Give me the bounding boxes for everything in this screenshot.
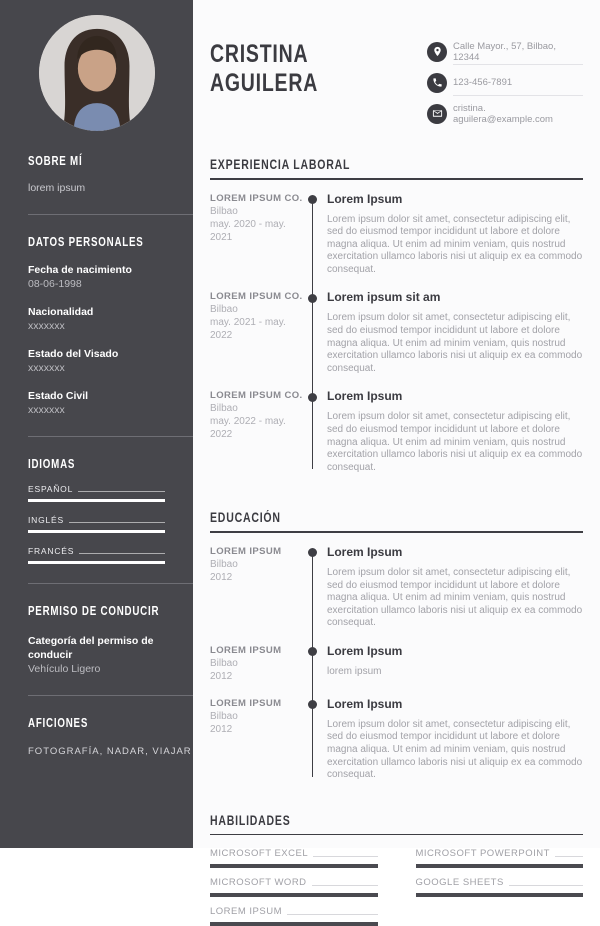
education-entry (210, 697, 583, 782)
education-entries (210, 545, 583, 782)
skill-baseline (287, 914, 377, 915)
language-baseline (78, 491, 165, 492)
phone-icon (427, 73, 447, 93)
entry-description: lorem ipsum (327, 665, 382, 677)
entry-dates: 2012 (210, 723, 233, 735)
field-label: Estado Civil (28, 390, 89, 402)
sidebar-divider (28, 436, 193, 437)
personal-section-title: DATOS PERSONALES (28, 235, 144, 249)
entry-city: Bilbao (210, 657, 238, 669)
skills-section-title: HABILIDADES (210, 812, 291, 828)
experience-section (210, 157, 583, 474)
contact-row-address (427, 41, 583, 62)
timeline-dot-icon (308, 294, 317, 303)
field-value: xxxxxxx (28, 320, 65, 332)
section-rule (210, 834, 583, 836)
education-entry (210, 644, 583, 683)
skill-label: MICROSOFT EXCEL (210, 848, 309, 860)
skill-item (210, 877, 378, 897)
section-rule (210, 178, 583, 180)
language-item (28, 546, 165, 564)
timeline-dot-icon (308, 647, 317, 656)
contact-separator (453, 64, 583, 65)
entry-city: Bilbao (210, 558, 238, 570)
personal-field (28, 389, 193, 417)
entry-city: Bilbao (210, 304, 238, 316)
entry-city: Bilbao (210, 403, 238, 415)
skills-section (210, 813, 583, 926)
languages-section-title: IDIOMAS (28, 457, 76, 471)
skill-label: MICROSOFT WORD (210, 877, 307, 889)
phone-text: 123-456-7891 (453, 77, 513, 88)
entry-company: LOREM IPSUM CO. (210, 390, 303, 402)
driving-field (28, 634, 193, 676)
entry-role-title: Lorem Ipsum (327, 389, 403, 404)
personal-field (28, 305, 193, 333)
entry-company: LOREM IPSUM CO. (210, 192, 303, 204)
entry-company: LOREM IPSUM CO. (210, 291, 303, 303)
location-pin-icon (427, 42, 447, 62)
entry-description: Lorem ipsum dolor sit amet, consectetur adipiscing elit, sed do eiusmod tempor incididunt ut labore et dolore magna aliqua. Ut enim ad minim veniam, quis nostrud exercitation ullamco laboris nisi ut aliquip ex ea commodo consequat. (327, 566, 583, 629)
language-baseline (69, 522, 165, 523)
language-label: INGLÉS (28, 515, 64, 525)
driving-license-section (0, 604, 193, 696)
entry-dates: 2012 (210, 571, 233, 583)
language-label: FRANCÉS (28, 546, 75, 556)
entry-city: Bilbao (210, 710, 238, 722)
timeline-dot-icon (308, 195, 317, 204)
entry-school: LOREM IPSUM (210, 545, 282, 557)
sidebar-divider (28, 583, 193, 584)
entry-description: Lorem ipsum dolor sit amet, consectetur adipiscing elit, sed do eiusmod tempor incididunt ut labore et dolore magna aliqua. Ut enim ad minim veniam, quis nostrud exercitation ullamco laboris nisi ut aliquip ex ea commodo consequat. (327, 213, 583, 275)
skill-label: MICROSOFT POWERPOINT (415, 848, 550, 860)
entry-dates: may. 2021 - may. 2022 (210, 317, 286, 342)
skill-level-bar (210, 922, 378, 926)
hobbies-text: FOTOGRAFÍA, NADAR, VIAJAR (28, 746, 192, 757)
skill-level-bar (416, 893, 584, 897)
personal-field (28, 347, 193, 375)
field-value: Vehículo Ligero (28, 663, 101, 675)
field-value: 08-06-1998 (28, 278, 82, 290)
sidebar-divider (28, 214, 193, 215)
skill-baseline (555, 856, 583, 857)
about-text: lorem ipsum (28, 182, 86, 194)
entry-role-title: Lorem Ipsum (327, 191, 403, 206)
experience-entry (210, 389, 583, 474)
entry-description: Lorem ipsum dolor sit amet, consectetur adipiscing elit, sed do eiusmod tempor incididunt ut labore et dolore magna aliqua. Ut enim ad minim veniam, quis nostrud exercitation ullamco laboris nisi ut aliquip ex ea commodo consequat. (327, 312, 583, 374)
skill-item (210, 848, 378, 868)
contact-separator (453, 95, 583, 96)
driving-section-title: PERMISO DE CONDUCIR (28, 604, 160, 618)
field-value: xxxxxxx (28, 404, 65, 416)
skill-baseline (312, 885, 378, 886)
contact-row-phone (427, 72, 583, 93)
skill-baseline (509, 885, 583, 886)
entry-city: Bilbao (210, 205, 238, 217)
timeline-dot-icon (308, 700, 317, 709)
header (210, 40, 583, 124)
entry-school: LOREM IPSUM (210, 644, 282, 656)
education-section-title: EDUCACIÓN (210, 510, 281, 526)
experience-section-title: EXPERIENCIA LABORAL (210, 157, 351, 172)
about-section-title: SOBRE MÍ (28, 154, 83, 168)
entry-degree-title: Lorem Ipsum (327, 643, 403, 658)
language-level-bar (28, 530, 165, 534)
education-entry (210, 545, 583, 630)
entry-description: Lorem ipsum dolor sit amet, consectetur adipiscing elit, sed do eiusmod tempor incididunt ut labore et dolore magna aliqua. Ut enim ad minim veniam, quis nostrud exercitation ullamco laboris nisi ut aliquip ex ea commodo consequat. (327, 411, 583, 473)
entry-dates: 2012 (210, 670, 233, 682)
timeline-dot-icon (308, 393, 317, 402)
hobbies-section-title: AFICIONES (28, 716, 89, 730)
education-section (210, 510, 583, 781)
entry-dates: may. 2020 - may. 2021 (210, 218, 286, 243)
skill-label: GOOGLE SHEETS (415, 877, 504, 889)
skill-item (416, 848, 584, 868)
skill-level-bar (210, 864, 378, 868)
field-label: Nacionalidad (28, 306, 94, 318)
skill-label: LOREM IPSUM (210, 906, 283, 918)
email-icon (427, 104, 447, 124)
experience-entry (210, 192, 583, 277)
field-value: xxxxxxx (28, 362, 65, 374)
sidebar (0, 0, 193, 848)
skill-level-bar (210, 893, 378, 897)
language-label: ESPAÑOL (28, 484, 74, 494)
personal-field (28, 263, 193, 291)
language-item (28, 484, 165, 502)
field-label: Estado del Visado (28, 348, 119, 360)
personal-data-section (0, 235, 193, 437)
experience-entries (210, 192, 583, 475)
skill-item (210, 906, 378, 926)
entry-role-title: Lorem ipsum sit am (327, 290, 441, 305)
language-level-bar (28, 499, 165, 503)
languages-section (0, 457, 193, 584)
field-label: Fecha de nacimiento (28, 264, 132, 276)
skills-grid (210, 848, 583, 926)
about-section (0, 154, 193, 215)
entry-degree-title: Lorem Ipsum (327, 696, 403, 711)
field-label: Categoría del permiso de conducir (28, 635, 154, 661)
email-text: cristina. aguilera@example.com (453, 102, 553, 125)
sidebar-divider (28, 695, 193, 696)
section-rule (210, 531, 583, 533)
hobbies-section (0, 716, 193, 757)
entry-dates: may. 2022 - may. 2022 (210, 416, 286, 441)
address-text: Calle Mayor., 57, Bilbao, 12344 (453, 40, 556, 63)
contact-block (427, 41, 583, 124)
entry-degree-title: Lorem Ipsum (327, 544, 403, 559)
experience-entry (210, 290, 583, 375)
entry-description: Lorem ipsum dolor sit amet, consectetur adipiscing elit, sed do eiusmod tempor incididunt ut labore et dolore magna aliqua. Ut enim ad minim veniam, quis nostrud exercitation ullamco laboris nisi ut aliquip ex ea commodo consequat. (327, 718, 583, 781)
skill-item (416, 877, 584, 897)
language-level-bar (28, 561, 165, 565)
language-item (28, 515, 165, 533)
page-title (210, 40, 349, 124)
name-line-1: CRISTINA (210, 40, 309, 68)
avatar (39, 15, 155, 131)
profile-photo (39, 15, 155, 131)
contact-row-email (427, 103, 583, 124)
timeline-dot-icon (308, 548, 317, 557)
skill-level-bar (416, 864, 584, 868)
language-baseline (79, 553, 165, 554)
name-line-2: AGUILERA (210, 69, 319, 97)
entry-school: LOREM IPSUM (210, 697, 282, 709)
main-content (193, 0, 600, 918)
skill-baseline (313, 856, 377, 857)
